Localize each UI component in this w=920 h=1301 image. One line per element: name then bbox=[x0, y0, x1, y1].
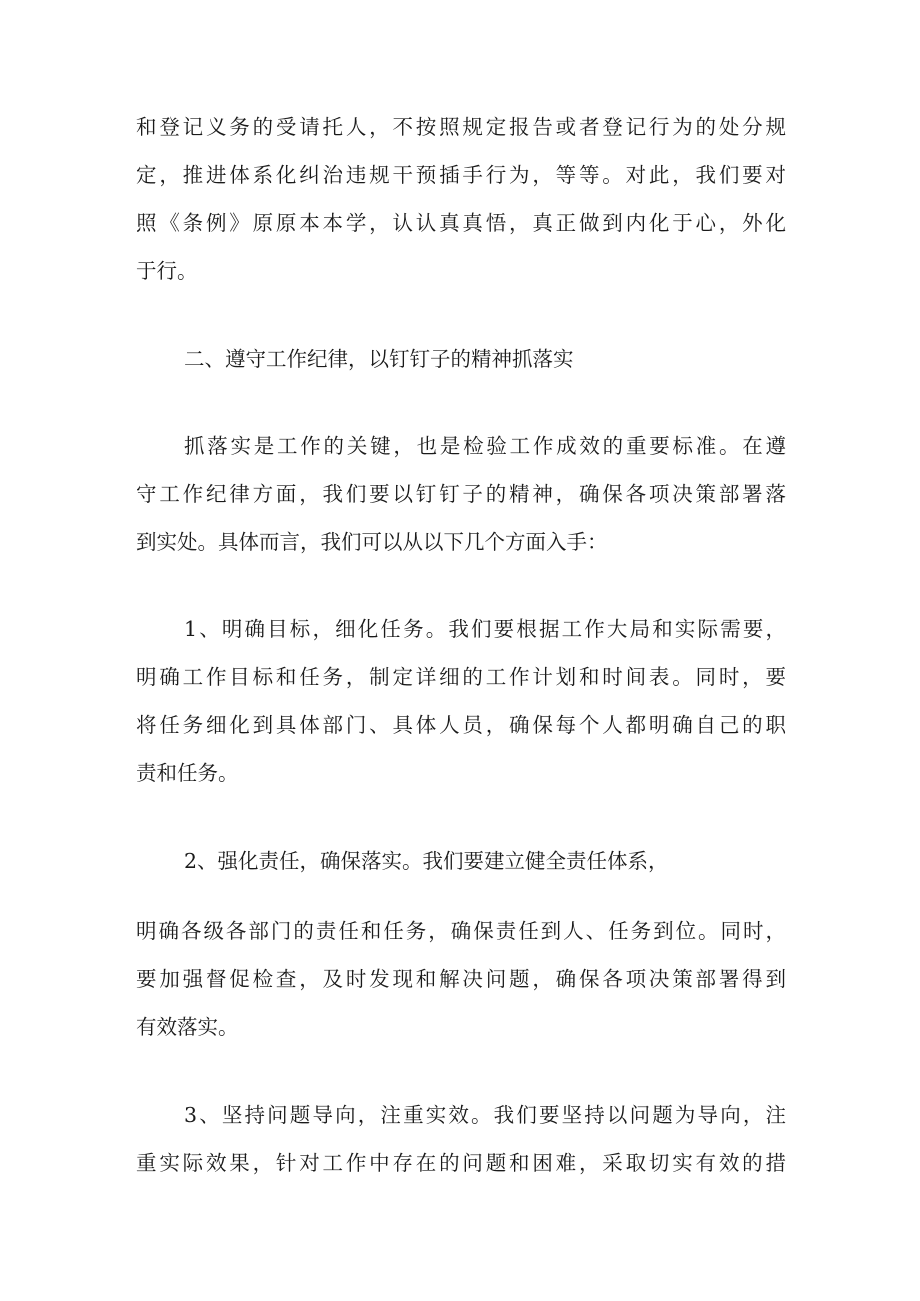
section-heading: 二、遵守工作纪律，以钉钉子的精神抓落实 bbox=[184, 347, 574, 371]
list-item-line: 明确工作目标和任务，制定详细的工作计划和时间表。同时，要 bbox=[136, 665, 786, 689]
paragraph-line: 守工作纪律方面，我们要以钉钉子的精神，确保各项决策部署落 bbox=[136, 482, 786, 506]
list-item-line: 责和任务。 bbox=[136, 761, 239, 785]
list-item-line: 有效落实。 bbox=[136, 1015, 239, 1039]
list-item-line: 将任务细化到具体部门、具体人员，确保每个人都明确自己的职 bbox=[136, 713, 786, 737]
paragraph-line: 照《条例》原原本本学，认认真真悟，真正做到内化于心，外化 bbox=[136, 211, 786, 235]
list-item-line: 3、坚持问题导向，注重实效。我们要坚持以问题为导向，注 bbox=[184, 1103, 786, 1127]
list-item-line: 1、明确目标，细化任务。我们要根据工作大局和实际需要， bbox=[184, 617, 786, 641]
list-item-line: 要加强督促检查，及时发现和解决问题，确保各项决策部署得到 bbox=[136, 967, 786, 991]
list-item-line: 重实际效果，针对工作中存在的问题和困难，采取切实有效的措 bbox=[136, 1151, 786, 1175]
paragraph-line: 抓落实是工作的关键，也是检验工作成效的重要标准。在遵 bbox=[184, 434, 786, 458]
list-item-line: 2、强化责任，确保落实。我们要建立健全责任体系， bbox=[184, 849, 669, 873]
paragraph-line: 和登记义务的受请托人，不按照规定报告或者登记行为的处分规 bbox=[136, 115, 786, 139]
paragraph-line: 于行。 bbox=[136, 259, 198, 283]
list-item-line: 明确各级各部门的责任和任务，确保责任到人、任务到位。同时， bbox=[136, 919, 786, 943]
paragraph-line: 到实处。具体而言，我们可以从以下几个方面入手： bbox=[136, 530, 608, 554]
paragraph-line: 定，推进体系化纠治违规干预插手行为，等等。对此，我们要对 bbox=[136, 163, 786, 187]
